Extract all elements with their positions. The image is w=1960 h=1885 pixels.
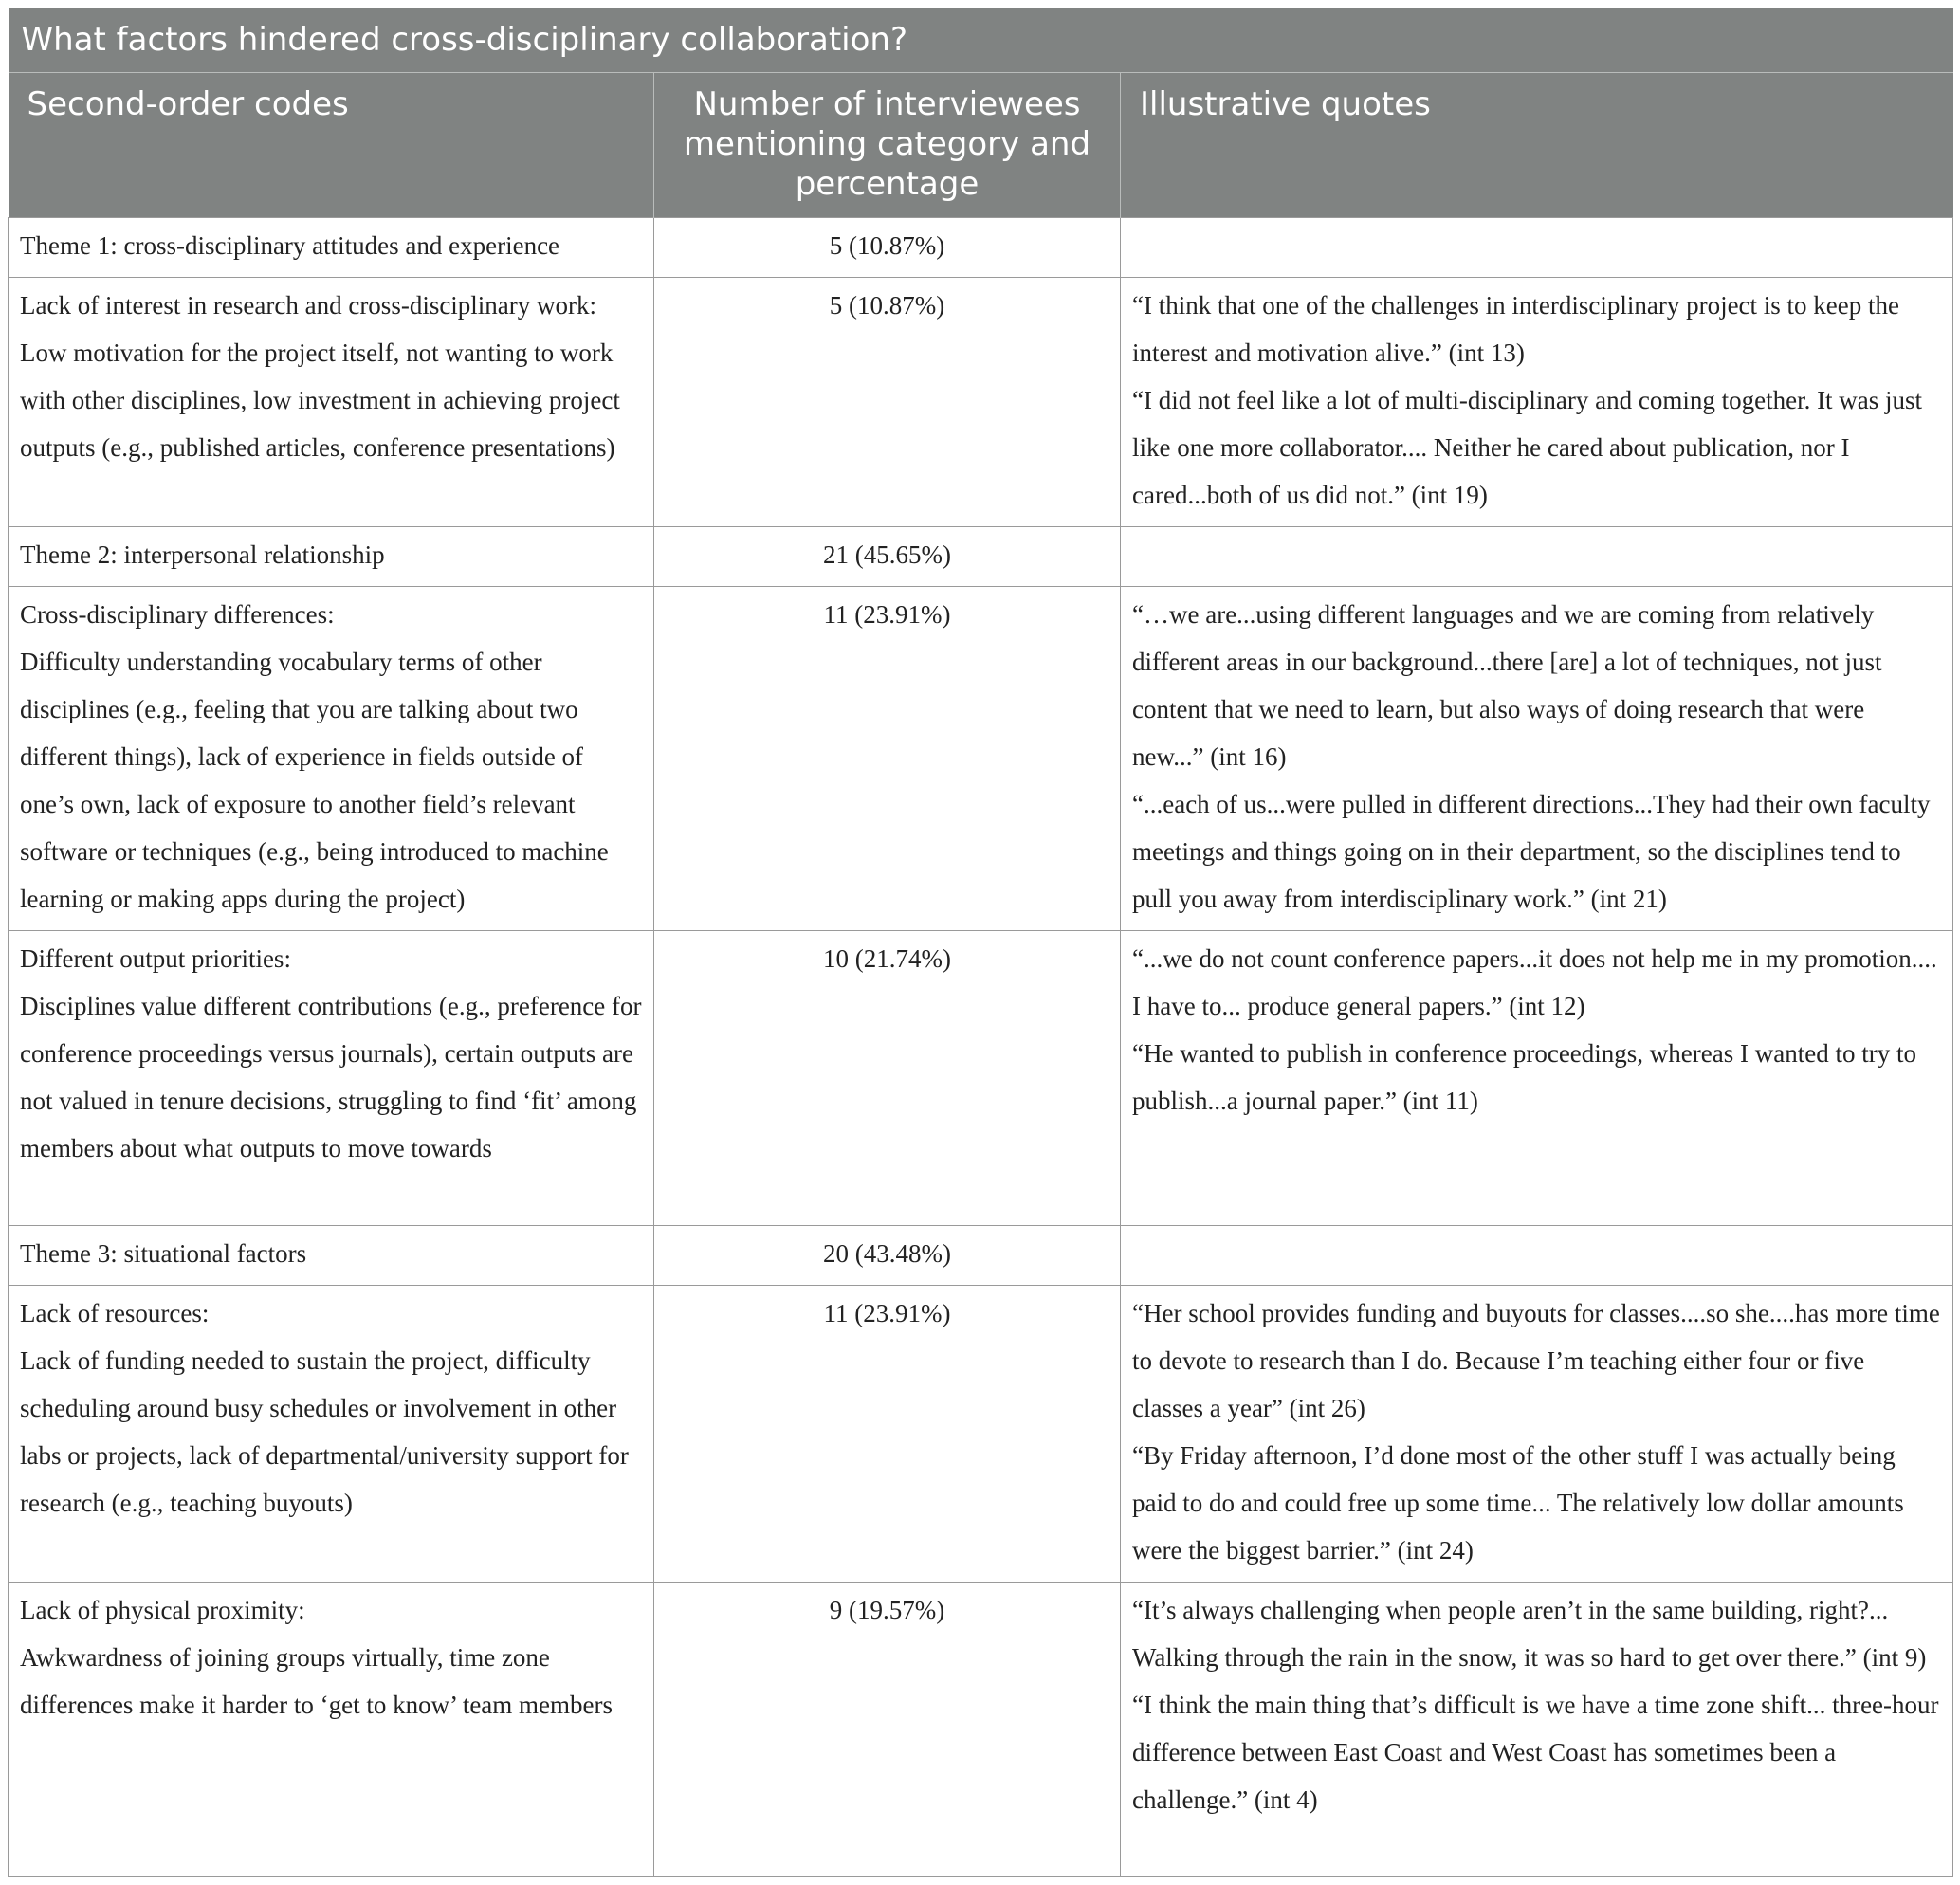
code-cell: [9, 931, 654, 1226]
table-row: [9, 1583, 1953, 1877]
code-title: Cross-disciplinary differences:: [20, 600, 335, 629]
quotes-cell: [1121, 1226, 1953, 1286]
table-row: [9, 1286, 1953, 1583]
quote: “...we do not count conference papers...it does not help me in my promotion.... I have to... produce general papers.” (int 12): [1132, 944, 1937, 1020]
table-caption-row: [9, 8, 1953, 73]
quote: “I think that one of the challenges in interdisciplinary project is to keep the interest and motivation alive.” (int 13): [1132, 291, 1899, 367]
code-title: Theme 2: interpersonal relationship: [20, 540, 385, 569]
code-cell: [9, 1286, 654, 1583]
code-description: Awkwardness of joining groups virtually, time zone differences make it harder to ‘get to know’ team members: [20, 1643, 614, 1719]
code-title: Lack of physical proximity:: [20, 1596, 305, 1624]
header-interviewee-count: Number of interviewees mentioning category and percentage: [654, 73, 1121, 218]
table-row: [9, 278, 1953, 527]
table-row-theme: [9, 1226, 1953, 1286]
quote: “Her school provides funding and buyouts for classes....so she....has more time to devote to research than I do. Because I’m teaching either four or five classes a year” (int 26): [1132, 1299, 1940, 1422]
code-description: Difficulty understanding vocabulary terms of other disciplines (e.g., feeling that you are talking about two different things), lack of experience in fields outside of one’s own, lack of exposure to another field’s relevant software or techniques (e.g., being introduced to machine learning or making apps during the project): [20, 648, 609, 913]
count-cell: 9 (19.57%): [654, 1583, 1121, 1877]
code-title: Lack of resources:: [20, 1299, 210, 1327]
code-title: Theme 3: situational factors: [20, 1239, 307, 1268]
code-description: Low motivation for the project itself, not wanting to work with other disciplines, low investment in achieving project outputs (e.g., published articles, conference presentations): [20, 339, 620, 462]
quote: “...each of us...were pulled in different directions...They had their own faculty meetings and things going on in their department, so the disciplines tend to pull you away from interdisciplinary work.” (int 21): [1132, 790, 1931, 913]
code-title: Different output priorities:: [20, 944, 291, 973]
code-description: Lack of funding needed to sustain the project, difficulty scheduling around busy schedules or involvement in other labs or projects, lack of departmental/university support for research (e.g., teaching buyouts): [20, 1346, 629, 1517]
code-cell: [9, 218, 654, 278]
count-cell: 11 (23.91%): [654, 1286, 1121, 1583]
table-caption: What factors hindered cross-disciplinary collaboration?: [9, 8, 1953, 73]
count-cell: 20 (43.48%): [654, 1226, 1121, 1286]
table-row: [9, 931, 1953, 1226]
code-cell: [9, 1583, 654, 1877]
quote: “…we are...using different languages and we are coming from relatively different areas in our background...there [are] a lot of techniques, not just content that we need to learn, but also ways of doing research that were new...” (int 16): [1132, 600, 1882, 771]
results-table: [8, 8, 1953, 1877]
count-cell: 5 (10.87%): [654, 278, 1121, 527]
table-header-row: [9, 73, 1953, 218]
quotes-cell: [1121, 931, 1953, 1226]
header-second-order-codes: Second-order codes: [9, 73, 654, 218]
quotes-cell: [1121, 527, 1953, 587]
quote: “By Friday afternoon, I’d done most of the other stuff I was actually being paid to do and could free up some time... The relatively low dollar amounts were the biggest barrier.” (int 24): [1132, 1441, 1904, 1565]
table-row-theme: [9, 527, 1953, 587]
code-cell: [9, 527, 654, 587]
code-cell: [9, 1226, 654, 1286]
count-cell: 5 (10.87%): [654, 218, 1121, 278]
table-row: [9, 587, 1953, 931]
code-description: Disciplines value different contributions (e.g., preference for conference proceedings versus journals), certain outputs are not valued in tenure decisions, struggling to find ‘fit’ among members about what outputs to move towards: [20, 992, 642, 1162]
quote: “I think the main thing that’s difficult is we have a time zone shift... three-hour difference between East Coast and West Coast has sometimes been a challenge.” (int 4): [1132, 1691, 1939, 1814]
count-cell: 11 (23.91%): [654, 587, 1121, 931]
count-cell: 10 (21.74%): [654, 931, 1121, 1226]
code-title: Theme 1: cross-disciplinary attitudes and experience: [20, 231, 560, 260]
quotes-cell: [1121, 587, 1953, 931]
quote: “It’s always challenging when people aren’t in the same building, right?... Walking through the rain in the snow, it was so hard to get over there.” (int 9): [1132, 1596, 1927, 1672]
code-title: Lack of interest in research and cross-disciplinary work:: [20, 291, 597, 320]
count-cell: 21 (45.65%): [654, 527, 1121, 587]
quotes-cell: [1121, 218, 1953, 278]
quote: “I did not feel like a lot of multi-disciplinary and coming together. It was just like one more collaborator.... Neither he cared about publication, nor I cared...both of us did not.” (int 19): [1132, 386, 1923, 509]
code-cell: [9, 278, 654, 527]
header-illustrative-quotes: Illustrative quotes: [1121, 73, 1953, 218]
code-cell: [9, 587, 654, 931]
quotes-cell: [1121, 278, 1953, 527]
table-row-theme: [9, 218, 1953, 278]
quote: “He wanted to publish in conference proceedings, whereas I wanted to try to publish...a journal paper.” (int 11): [1132, 1039, 1916, 1115]
results-table-container: [8, 8, 1952, 1877]
quotes-cell: [1121, 1286, 1953, 1583]
quotes-cell: [1121, 1583, 1953, 1877]
